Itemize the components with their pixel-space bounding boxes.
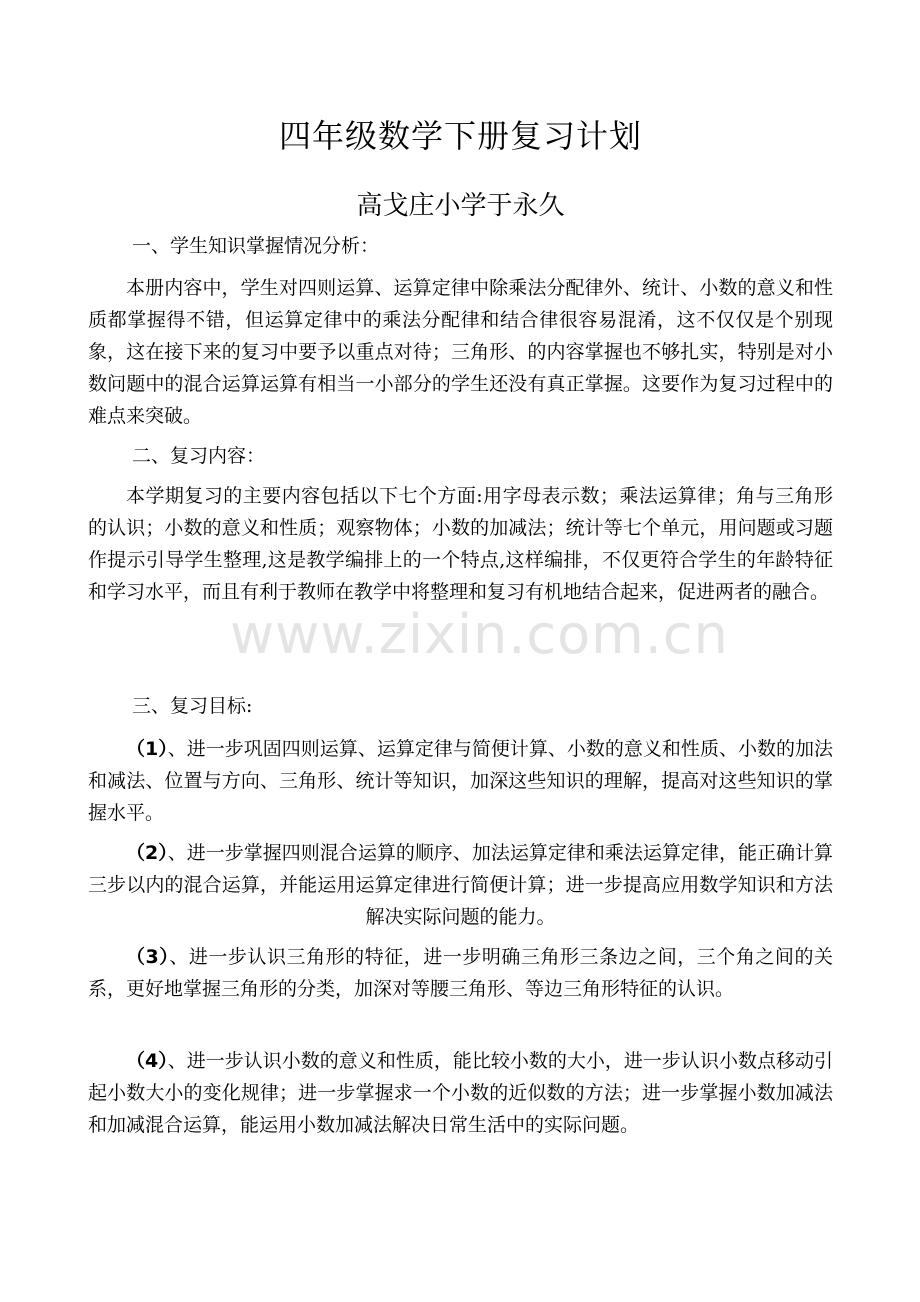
section-heading-content: 二、复习内容： [132,445,266,467]
goal-item [88,1045,833,1141]
section-paragraph-content: 本学期复习的主要内容包括以下七个方面:用字母表示数；乘法运算律；角与三角形的认识；小数的意义和性质；观察物体；小数的加减法；统计等七个单元，用问题或习题作提示引导学生整理,这是教学编排上的一个特点,这样编排，不仅更符合学生的年龄特征和学习水平，而且有利于教师在教学中将整理和复习有机地结合起来，促进两者的融合。 [88,485,833,603]
goal-item [88,733,833,829]
goal-number: （3） [126,946,170,968]
document-title: 四年级数学下册复习计划 [278,117,642,155]
goal-number: （4） [126,1050,168,1072]
goal-item [88,941,833,1005]
goal-number: （2） [126,842,168,864]
watermark: www.zixin.com.cn [230,603,729,666]
section-heading-goals: 三、复习目标: [132,695,253,717]
document-author: 高戈庄小学于永久 [356,191,565,221]
goal-item [88,837,833,933]
goal-text: 、进一步巩固四则运算、运算定律与简便计算、小数的意义和性质、小数的加法和减法、位置与方向、三角形、统计等知识，加深这些知识的理解，提高对这些知识的掌握水平。 [88,738,833,824]
goal-text: 、进一步认识三角形的特征，进一步明确三角形三条边之间，三个角之间的关系，更好地掌握三角形的分类，加深对等腰三角形、等边三角形特征的认识。 [88,946,833,1000]
section-paragraph-analysis: 本册内容中，学生对四则运算、运算定律中除乘法分配律外、统计、小数的意义和性质都掌握得不错，但运算定律中的乘法分配律和结合律很容易混淆，这不仅仅是个别现象，这在接下来的复习中要予以重点对待；三角形、的内容掌握也不够扎实，特别是对小数问题中的混合运算运算有相当一小部分的学生还没有真正掌握。这要作为复习过程中的难点来突破。 [88,277,833,427]
section-heading-analysis: 一、学生知识掌握情况分析： [132,235,380,257]
goal-number: （1） [126,738,168,760]
goal-text: 、进一步掌握四则混合运算的顺序、加法运算定律和乘法运算定律，能正确计算三步以内的混合运算，并能运用运算定律进行简便计算；进一步提高应用数学知识和方法解决实际问题的能力。 [88,842,833,928]
goal-text: 、进一步认识小数的意义和性质，能比较小数的大小，进一步认识小数点移动引起小数大小的变化规律；进一步掌握求一个小数的近似数的方法；进一步掌握小数加减法和加减混合运算，能运用小数加减法解决日常生活中的实际问题。 [88,1050,833,1136]
